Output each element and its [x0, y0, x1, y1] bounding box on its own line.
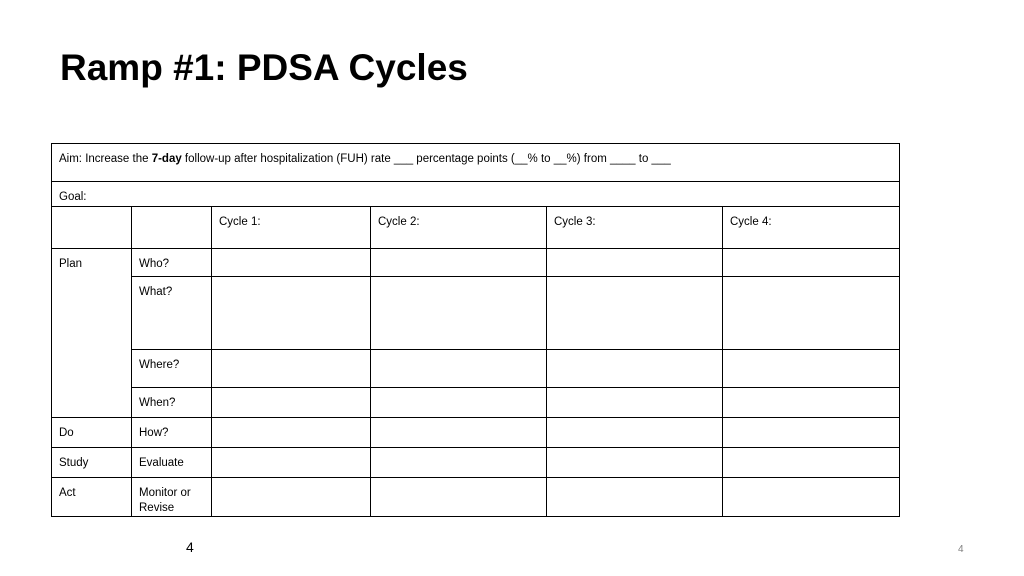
who-label: Who?	[132, 249, 212, 277]
table-cell	[723, 478, 900, 517]
slide-number: 4	[958, 544, 964, 555]
table-cell	[547, 478, 723, 517]
table-row	[52, 478, 900, 517]
table-cell	[371, 478, 547, 517]
how-label: How?	[132, 418, 212, 448]
table-cell	[723, 350, 900, 388]
table-cell	[723, 388, 900, 418]
empty-header-cell	[52, 207, 132, 249]
table-cell	[547, 418, 723, 448]
evaluate-label: Evaluate	[132, 448, 212, 478]
table-row	[52, 350, 900, 388]
table-row	[52, 249, 900, 277]
goal-row	[52, 182, 900, 207]
table-cell	[547, 249, 723, 277]
aim-bold: 7-day	[151, 153, 182, 165]
table-cell	[371, 418, 547, 448]
table-cell	[212, 478, 371, 517]
table-cell	[371, 249, 547, 277]
table-cell	[371, 277, 547, 350]
table-row	[52, 388, 900, 418]
table-cell	[212, 388, 371, 418]
table-row	[52, 418, 900, 448]
table-row	[52, 448, 900, 478]
aim-suffix: follow-up after hospitalization (FUH) rate ___ percentage points (__% to __%) from ____ to ___	[181, 153, 671, 165]
table-cell	[723, 277, 900, 350]
monitor-label: Monitor or Revise	[132, 478, 212, 517]
page-number: 4	[186, 539, 194, 555]
table-row	[52, 277, 900, 350]
table-cell	[547, 350, 723, 388]
table-cell	[723, 249, 900, 277]
table-cell	[212, 249, 371, 277]
act-label: Act	[52, 478, 132, 517]
aim-prefix: Aim: Increase the	[59, 153, 152, 165]
table-cell	[212, 350, 371, 388]
table-cell	[547, 448, 723, 478]
aim-row	[52, 144, 900, 182]
cycle-1-header: Cycle 1:	[212, 207, 371, 249]
do-label: Do	[52, 418, 132, 448]
table-cell	[371, 448, 547, 478]
what-label: What?	[132, 277, 212, 350]
table-cell	[212, 277, 371, 350]
empty-header-cell	[132, 207, 212, 249]
page-title: Ramp #1: PDSA Cycles	[60, 47, 468, 88]
table-cell	[723, 418, 900, 448]
table-cell	[371, 350, 547, 388]
plan-label: Plan	[52, 249, 132, 418]
table-cell	[547, 277, 723, 350]
pdsa-table	[51, 143, 900, 517]
table-cell	[371, 388, 547, 418]
where-label: Where?	[132, 350, 212, 388]
aim-cell	[52, 144, 900, 182]
cycle-3-header: Cycle 3:	[547, 207, 723, 249]
table-cell	[212, 448, 371, 478]
table-cell	[723, 448, 900, 478]
when-label: When?	[132, 388, 212, 418]
table-cell	[212, 418, 371, 448]
table-cell	[547, 388, 723, 418]
cycle-header-row	[52, 207, 900, 249]
cycle-4-header: Cycle 4:	[723, 207, 900, 249]
cycle-2-header: Cycle 2:	[371, 207, 547, 249]
goal-cell: Goal:	[52, 182, 900, 207]
study-label: Study	[52, 448, 132, 478]
